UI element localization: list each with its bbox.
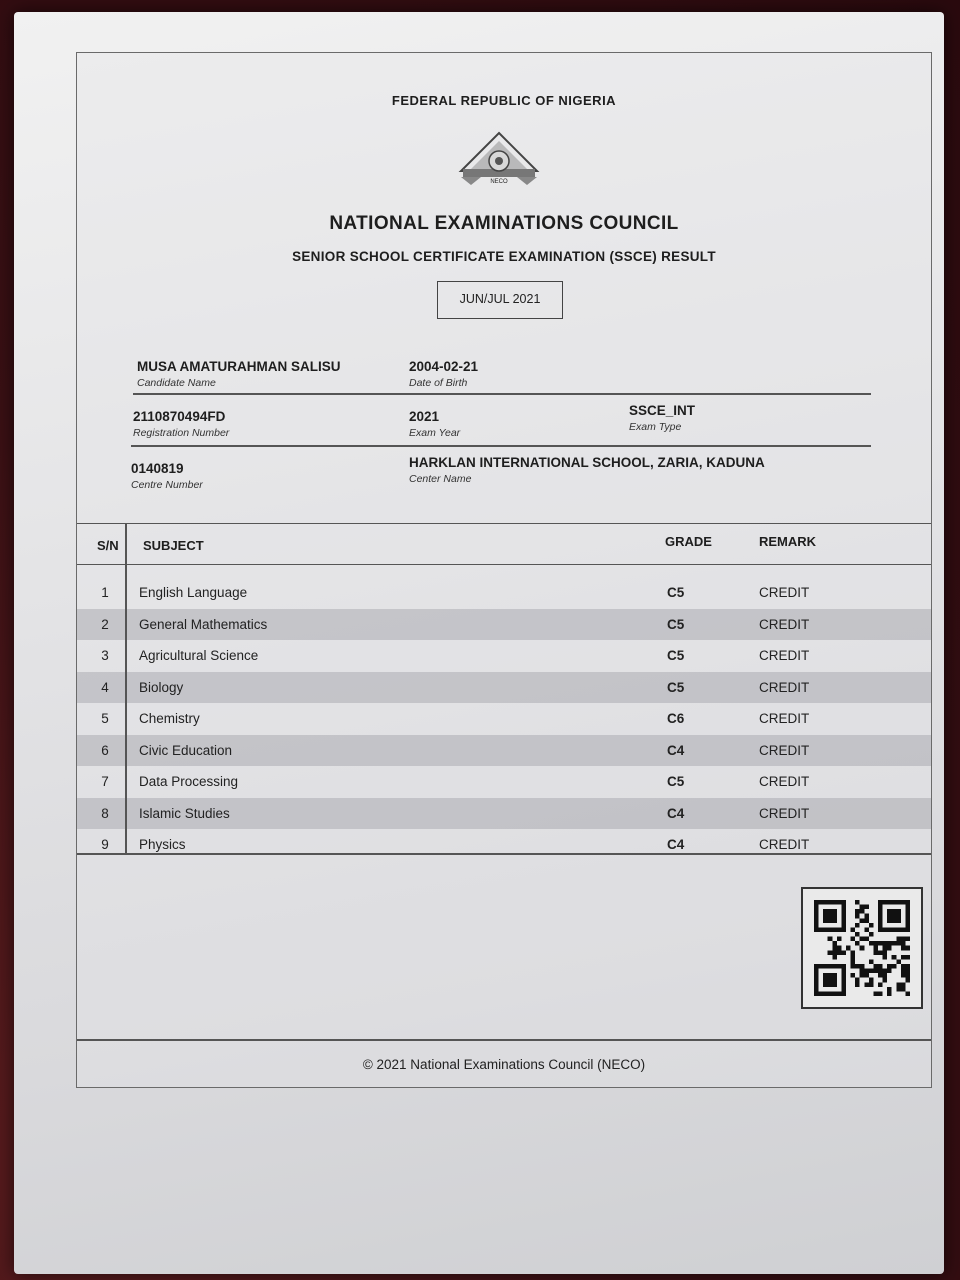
row-grade: C4 xyxy=(667,805,685,821)
table-bottom-rule xyxy=(77,853,931,855)
row-remark: CREDIT xyxy=(759,742,810,758)
exam-year-label: Exam Year xyxy=(409,427,461,439)
header-sn: S/N xyxy=(97,538,119,553)
row-sn: 4 xyxy=(101,679,109,695)
row-remark: CREDIT xyxy=(759,774,810,789)
table-row xyxy=(77,735,931,766)
table-header xyxy=(77,523,931,565)
row-subject: Islamic Studies xyxy=(139,805,230,821)
qr-code-icon xyxy=(814,900,910,996)
row-grade: C5 xyxy=(667,648,685,663)
exam-type-label: Exam Type xyxy=(629,421,682,433)
footer-divider xyxy=(77,1039,931,1041)
registration-label: Registration Number xyxy=(133,427,230,439)
divider xyxy=(131,445,871,447)
row-subject: English Language xyxy=(139,585,248,600)
row-sn: 8 xyxy=(101,805,109,821)
exam-title: SENIOR SCHOOL CERTIFICATE EXAMINATION (SSCE) RESULT xyxy=(292,249,716,264)
column-divider xyxy=(125,523,127,853)
candidate-name-label: Candidate Name xyxy=(137,377,216,389)
document-header xyxy=(77,53,931,523)
row-sn: 5 xyxy=(101,711,109,726)
row-sn: 2 xyxy=(101,616,109,632)
republic-title: FEDERAL REPUBLIC OF NIGERIA xyxy=(391,93,617,108)
neco-seal-icon xyxy=(457,131,541,187)
row-sn: 6 xyxy=(101,742,109,758)
qr-code xyxy=(801,887,923,1009)
row-sn: 3 xyxy=(101,648,109,663)
row-sn: 7 xyxy=(101,774,109,789)
table-row xyxy=(77,703,931,734)
centre-number-field xyxy=(131,461,203,491)
table-row xyxy=(77,640,931,671)
table-row xyxy=(77,577,931,608)
row-grade: C5 xyxy=(667,679,685,695)
centre-number: 0140819 xyxy=(131,461,184,476)
row-grade: C5 xyxy=(667,774,685,789)
table-row xyxy=(77,829,931,860)
seal-text: NECO xyxy=(490,179,508,185)
exam-type: SSCE_INT xyxy=(629,403,696,418)
row-remark: CREDIT xyxy=(759,837,810,852)
dob-field xyxy=(409,359,478,389)
row-grade: C5 xyxy=(667,585,685,600)
registration-field xyxy=(133,409,229,439)
row-grade: C4 xyxy=(667,837,685,852)
dob-label: Date of Birth xyxy=(409,377,468,389)
row-subject: Agricultural Science xyxy=(139,648,259,663)
exam-type-field xyxy=(629,403,695,433)
header-subject: SUBJECT xyxy=(143,538,204,553)
row-subject: Chemistry xyxy=(139,711,200,726)
row-remark: CREDIT xyxy=(759,805,810,821)
row-remark: CREDIT xyxy=(759,711,810,726)
row-sn: 9 xyxy=(101,837,109,852)
header-grade: GRADE xyxy=(665,534,712,549)
candidate-name-field xyxy=(137,359,340,389)
date-of-birth: 2004-02-21 xyxy=(409,359,479,374)
exam-session-box: JUN/JUL 2021 xyxy=(437,281,563,319)
row-subject: Civic Education xyxy=(139,742,233,758)
row-remark: CREDIT xyxy=(759,648,810,663)
row-remark: CREDIT xyxy=(759,585,810,600)
row-subject: Data Processing xyxy=(139,774,239,789)
centre-number-label: Centre Number xyxy=(131,479,203,491)
result-sheet xyxy=(14,12,944,1274)
exam-year: 2021 xyxy=(409,409,440,424)
centre-name-field xyxy=(409,455,765,485)
row-grade: C6 xyxy=(667,711,685,726)
registration-number: 2110870494FD xyxy=(133,409,226,424)
centre-name-label: Center Name xyxy=(409,473,472,485)
row-grade: C5 xyxy=(667,616,685,632)
council-title: NATIONAL EXAMINATIONS COUNCIL xyxy=(329,213,679,234)
table-row xyxy=(77,609,931,640)
centre-name: HARKLAN INTERNATIONAL SCHOOL, ZARIA, KADUNA xyxy=(409,455,765,470)
row-remark: CREDIT xyxy=(759,679,810,695)
row-sn: 1 xyxy=(101,585,109,600)
table-row xyxy=(77,672,931,703)
table-row xyxy=(77,798,931,829)
row-subject: Physics xyxy=(139,837,186,852)
table-row xyxy=(77,766,931,797)
divider xyxy=(133,393,871,395)
document-frame xyxy=(76,52,932,1088)
row-subject: Biology xyxy=(139,679,184,695)
exam-year-field xyxy=(409,409,460,439)
row-grade: C4 xyxy=(667,742,685,758)
candidate-name: MUSA AMATURAHMAN SALISU xyxy=(137,359,341,374)
row-subject: General Mathematics xyxy=(139,616,268,632)
copyright-footer: © 2021 National Examinations Council (NECO) xyxy=(362,1057,646,1072)
row-remark: CREDIT xyxy=(759,616,810,632)
header-remark: REMARK xyxy=(759,534,817,549)
